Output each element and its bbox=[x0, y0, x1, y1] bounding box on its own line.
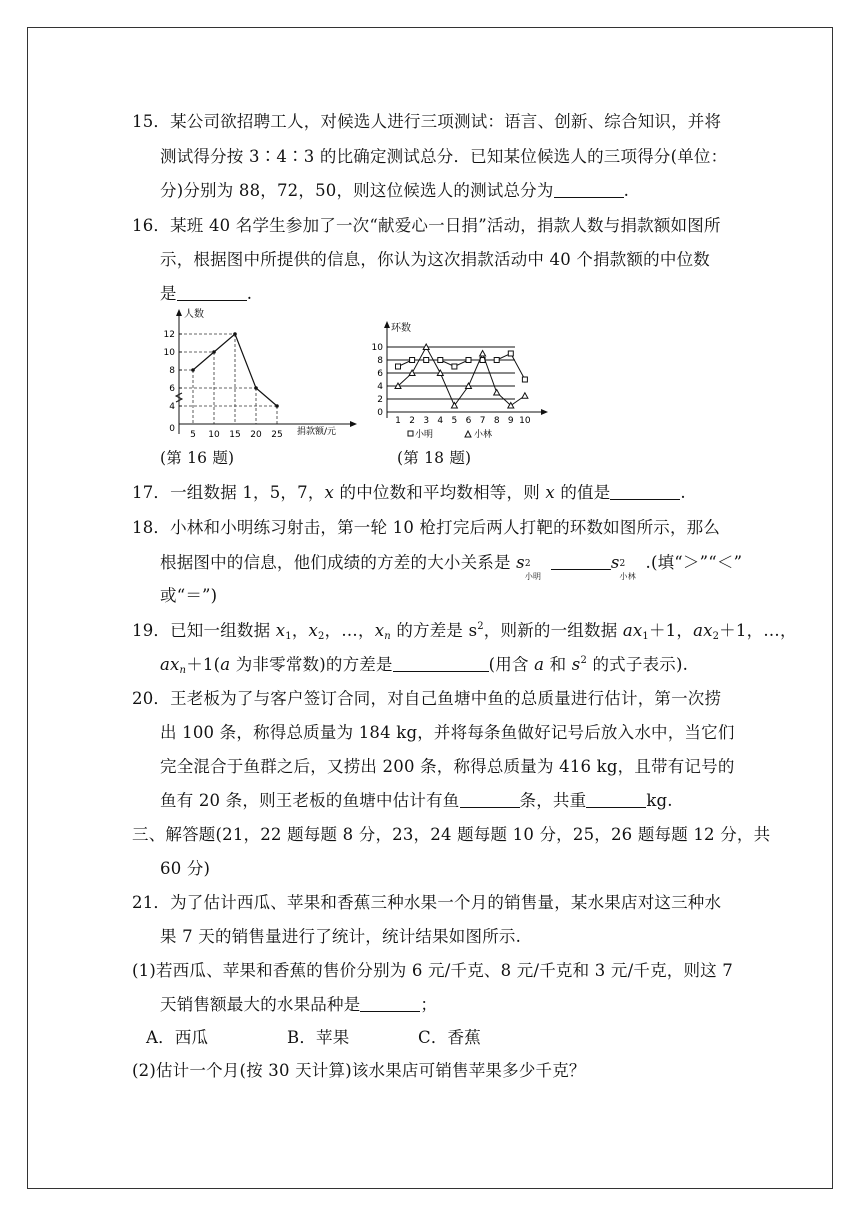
answer-blank bbox=[177, 286, 247, 301]
y-axis-label: 人数 bbox=[184, 309, 204, 320]
fig16-caption: (第 16 题) bbox=[160, 449, 235, 467]
square-point bbox=[438, 358, 443, 363]
q20-line3: 完全混合于鱼群之后，又捞出 200 条，称得总质量为 416 kg，且带有记号的 bbox=[160, 757, 735, 776]
data-point bbox=[275, 404, 279, 408]
y-axis-label: 环数 bbox=[391, 323, 411, 334]
answer-blank bbox=[554, 183, 624, 198]
x-tick-label: 5 bbox=[451, 416, 458, 426]
x-axis-arrow bbox=[541, 409, 548, 415]
q20-line4: 鱼有 20 条，则王老板的鱼塘中估计有鱼 条，共重 kg. bbox=[160, 791, 673, 810]
legend-square-marker bbox=[408, 431, 413, 436]
y-tick-label: 6 bbox=[169, 384, 175, 394]
square-point bbox=[522, 377, 527, 382]
square-point bbox=[508, 351, 513, 356]
legend-label-xiaolin: 小林 bbox=[474, 430, 493, 440]
q16-line1: 16．某班 40 名学生参加了一次“献爱心一日捐”活动，捐款人数与捐款额如图所 bbox=[132, 216, 721, 235]
q16-line2: 示，根据图中所提供的信息，你认为这次捐款活动中 40 个捐款额的中位数 bbox=[160, 250, 710, 269]
x-tick-label: 20 bbox=[250, 430, 262, 440]
option-b: B．苹果 bbox=[287, 1028, 350, 1047]
option-c: C．香蕉 bbox=[418, 1028, 481, 1047]
q21-line2: 果 7 天的销售量进行了统计，统计结果如图所示. bbox=[160, 927, 522, 946]
y-tick-label: 8 bbox=[169, 366, 175, 376]
q21-part1-line2: 天销售额最大的水果品种是 ； bbox=[160, 995, 438, 1014]
subscript-xiaolin: 小林 bbox=[619, 572, 636, 581]
axis-break-icon bbox=[176, 393, 182, 402]
square-point bbox=[424, 358, 429, 363]
answer-blank bbox=[610, 485, 680, 500]
answer-blank bbox=[586, 793, 646, 808]
answer-blank bbox=[551, 555, 611, 570]
q16-line3: 是 . bbox=[160, 284, 253, 303]
y-tick-label: 8 bbox=[377, 356, 383, 366]
x-tick-label: 3 bbox=[423, 416, 430, 426]
data-point bbox=[254, 386, 258, 390]
answer-blank bbox=[460, 793, 520, 808]
option-a: A．西瓜 bbox=[146, 1028, 209, 1047]
square-point bbox=[466, 358, 471, 363]
x-tick-label: 8 bbox=[493, 416, 500, 426]
triangle-point bbox=[522, 393, 528, 399]
q18-line3: 或“＝”) bbox=[160, 586, 218, 605]
legend-triangle-marker bbox=[465, 431, 471, 437]
q15-line1: 15．某公司欲招聘工人，对候选人进行三项测试：语言、创新、综合知识，并将 bbox=[132, 112, 722, 131]
fig18-caption: (第 18 题) bbox=[397, 449, 472, 467]
q15-line2: 测试得分按 3∶4∶3 的比确定测试总分．已知某位候选人的三项得分(单位： bbox=[160, 147, 728, 166]
data-point bbox=[191, 368, 195, 372]
answer-blank bbox=[393, 657, 489, 672]
square-point bbox=[494, 358, 499, 363]
series-line-square bbox=[398, 354, 525, 380]
donation-line-chart bbox=[150, 306, 360, 446]
y-axis-arrow bbox=[176, 309, 182, 316]
q21-part1-line1: (1)若西瓜、苹果和香蕉的售价分别为 6 元/千克、8 元/千克和 3 元/千克，则这 7 bbox=[132, 961, 734, 980]
legend-label-xiaoming: 小明 bbox=[415, 430, 434, 440]
q18-line1: 18．小林和小明练习射击，第一轮 10 枪打完后两人打靶的环数如图所示，那么 bbox=[132, 518, 721, 537]
x-axis-label: 捐款额/元 bbox=[297, 427, 337, 437]
x-tick-label: 6 bbox=[465, 416, 472, 426]
triangle-point bbox=[480, 351, 486, 357]
q19-line1: 19．已知一组数据 $x_1$，$x_2$，…，$x_n$ 的方差是 $s^2$，则新的一组数据 $ax_1+1$，$ax_2+1$，…， bbox=[132, 621, 797, 642]
subscript-xiaoming: 小明 bbox=[524, 572, 542, 581]
y-tick-label: 10 bbox=[163, 348, 175, 358]
y-tick-label: 6 bbox=[377, 369, 383, 379]
y-tick-label: 12 bbox=[163, 330, 175, 340]
section3-line2: 60 分) bbox=[160, 859, 211, 878]
y-tick-label: 10 bbox=[371, 343, 383, 353]
q17-line: 17．一组数据 1，5，7，x 的中位数和平均数相等，则 x 的值是 . bbox=[132, 483, 686, 502]
y-tick-label: 4 bbox=[169, 402, 175, 412]
y-tick-label: 0 bbox=[377, 408, 383, 418]
data-point bbox=[212, 350, 216, 354]
triangle-point bbox=[494, 390, 500, 396]
q21-part2: (2)估计一个月(按 30 天计算)该水果店可销售苹果多少千克？ bbox=[132, 1061, 586, 1080]
x-tick-label: 7 bbox=[479, 416, 486, 426]
q20-line2: 出 100 条，称得总质量为 184 kg，并将每条鱼做好记号后放入水中，当它们 bbox=[160, 723, 735, 742]
q20-line1: 20．王老板为了与客户签订合同，对自己鱼塘中鱼的总质量进行估计，第一次捞 bbox=[132, 689, 722, 708]
y-tick-label: 0 bbox=[169, 424, 175, 434]
answer-blank bbox=[360, 997, 420, 1012]
x-tick-label: 1 bbox=[395, 416, 401, 426]
x-tick-label: 15 bbox=[229, 430, 241, 440]
q19-line2: $ax_n+1(a$ 为非零常数)的方差是 (用含 a 和 $s^2$ 的式子表示). bbox=[160, 655, 689, 676]
square-point bbox=[396, 364, 401, 369]
section3-line1: 三、解答题(21，22 题每题 8 分，23，24 题每题 10 分，25，26 题每题 12 分，共 bbox=[132, 825, 771, 844]
x-tick-label: 25 bbox=[271, 430, 283, 440]
square-point bbox=[452, 364, 457, 369]
x-tick-label: 9 bbox=[507, 416, 514, 426]
x-tick-label: 2 bbox=[409, 416, 415, 426]
page-border bbox=[27, 27, 833, 1189]
x-tick-label: 10 bbox=[208, 430, 220, 440]
x-tick-label: 10 bbox=[519, 416, 531, 426]
q18-line2: 根据图中的信息，他们成绩的方差的大小关系是 s 2 小明 s 2 小林 .(填“＞”“＜” bbox=[160, 553, 743, 581]
y-tick-label: 2 bbox=[377, 395, 383, 405]
q15-line3: 分)分别为 88，72，50，则这位候选人的测试总分为 . bbox=[160, 181, 630, 200]
x-tick-label: 5 bbox=[190, 430, 196, 440]
y-tick-label: 4 bbox=[377, 382, 383, 392]
square-point bbox=[410, 358, 415, 363]
x-axis-arrow bbox=[350, 421, 357, 427]
x-tick-label: 4 bbox=[437, 416, 444, 426]
q21-line1: 21．为了估计西瓜、苹果和香蕉三种水果一个月的销售量，某水果店对这三种水 bbox=[132, 893, 722, 912]
shooting-scores-chart bbox=[365, 318, 555, 448]
data-point bbox=[233, 332, 237, 336]
y-axis-arrow bbox=[384, 321, 390, 328]
